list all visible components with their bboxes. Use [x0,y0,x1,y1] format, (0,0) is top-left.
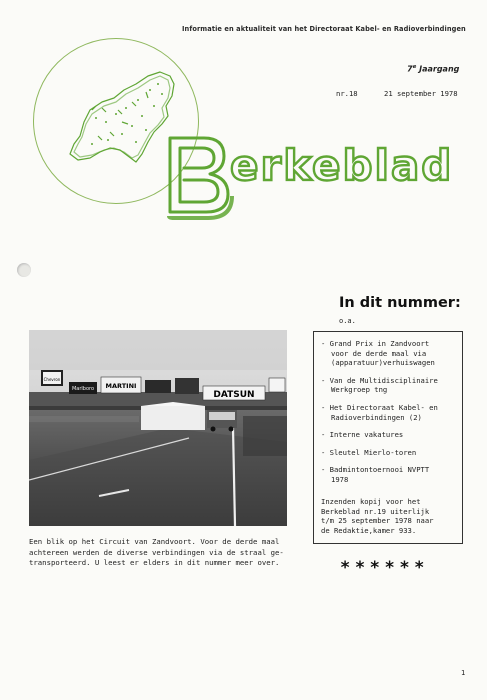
photo-caption: Een blik op het Circuit van Zandvoort. Voor de derde maal achtereen werden de diverse verbindingen via de straal ge- transporteerd. U leest er elders in dit nummer meer over. [29,537,284,568]
netherlands-map-icon [62,62,180,172]
list-item: - Het Directoraat Kabel- en Radioverbindingen (2) [321,402,438,422]
svg-text:Chevron: Chevron [43,377,61,382]
contents-box [313,331,463,544]
contents-title: In dit nummer: [339,295,461,311]
list-item: - Sleutel Mierlo-toren [321,447,417,457]
volume-label: 7e Jaargang [407,64,460,74]
list-item: - Interne vakatures [321,430,404,440]
hole-punch [17,263,31,277]
masthead-title: erkeblad [230,141,454,190]
header-tagline: Informatie en aktualiteit van het Directoraat Kabel- en Radioverbindingen [182,25,466,33]
contents-list [321,339,461,493]
list-item: - Van de Multidisciplinaire Werkgroep tng [321,375,438,395]
svg-text:DATSUN: DATSUN [213,390,255,400]
list-item: - Badmintontoernooi NVPTT 1978 [321,465,430,484]
masthead-logo [164,130,469,220]
list-item: - Grand Prix in Zandvoort voor de derde maal via (apparatuur)verhuiswagen [321,339,435,368]
circuit-photo [29,330,287,526]
svg-text:Marlboro: Marlboro [71,386,95,392]
issue-number: nr.18 [336,89,358,98]
submission-deadline: Inzenden kopij voor het Berkeblad nr.19 uiterlijk t/m 25 september 1978 naar de Redaktie,kamer 933. [321,497,434,535]
svg-text:MARTINI: MARTINI [105,382,137,390]
page-number: 1 [461,669,466,677]
issue-date: 21 september 1978 [384,89,458,98]
decorative-stars: ****** [340,558,430,578]
contents-subtitle: o.a. [339,317,356,325]
